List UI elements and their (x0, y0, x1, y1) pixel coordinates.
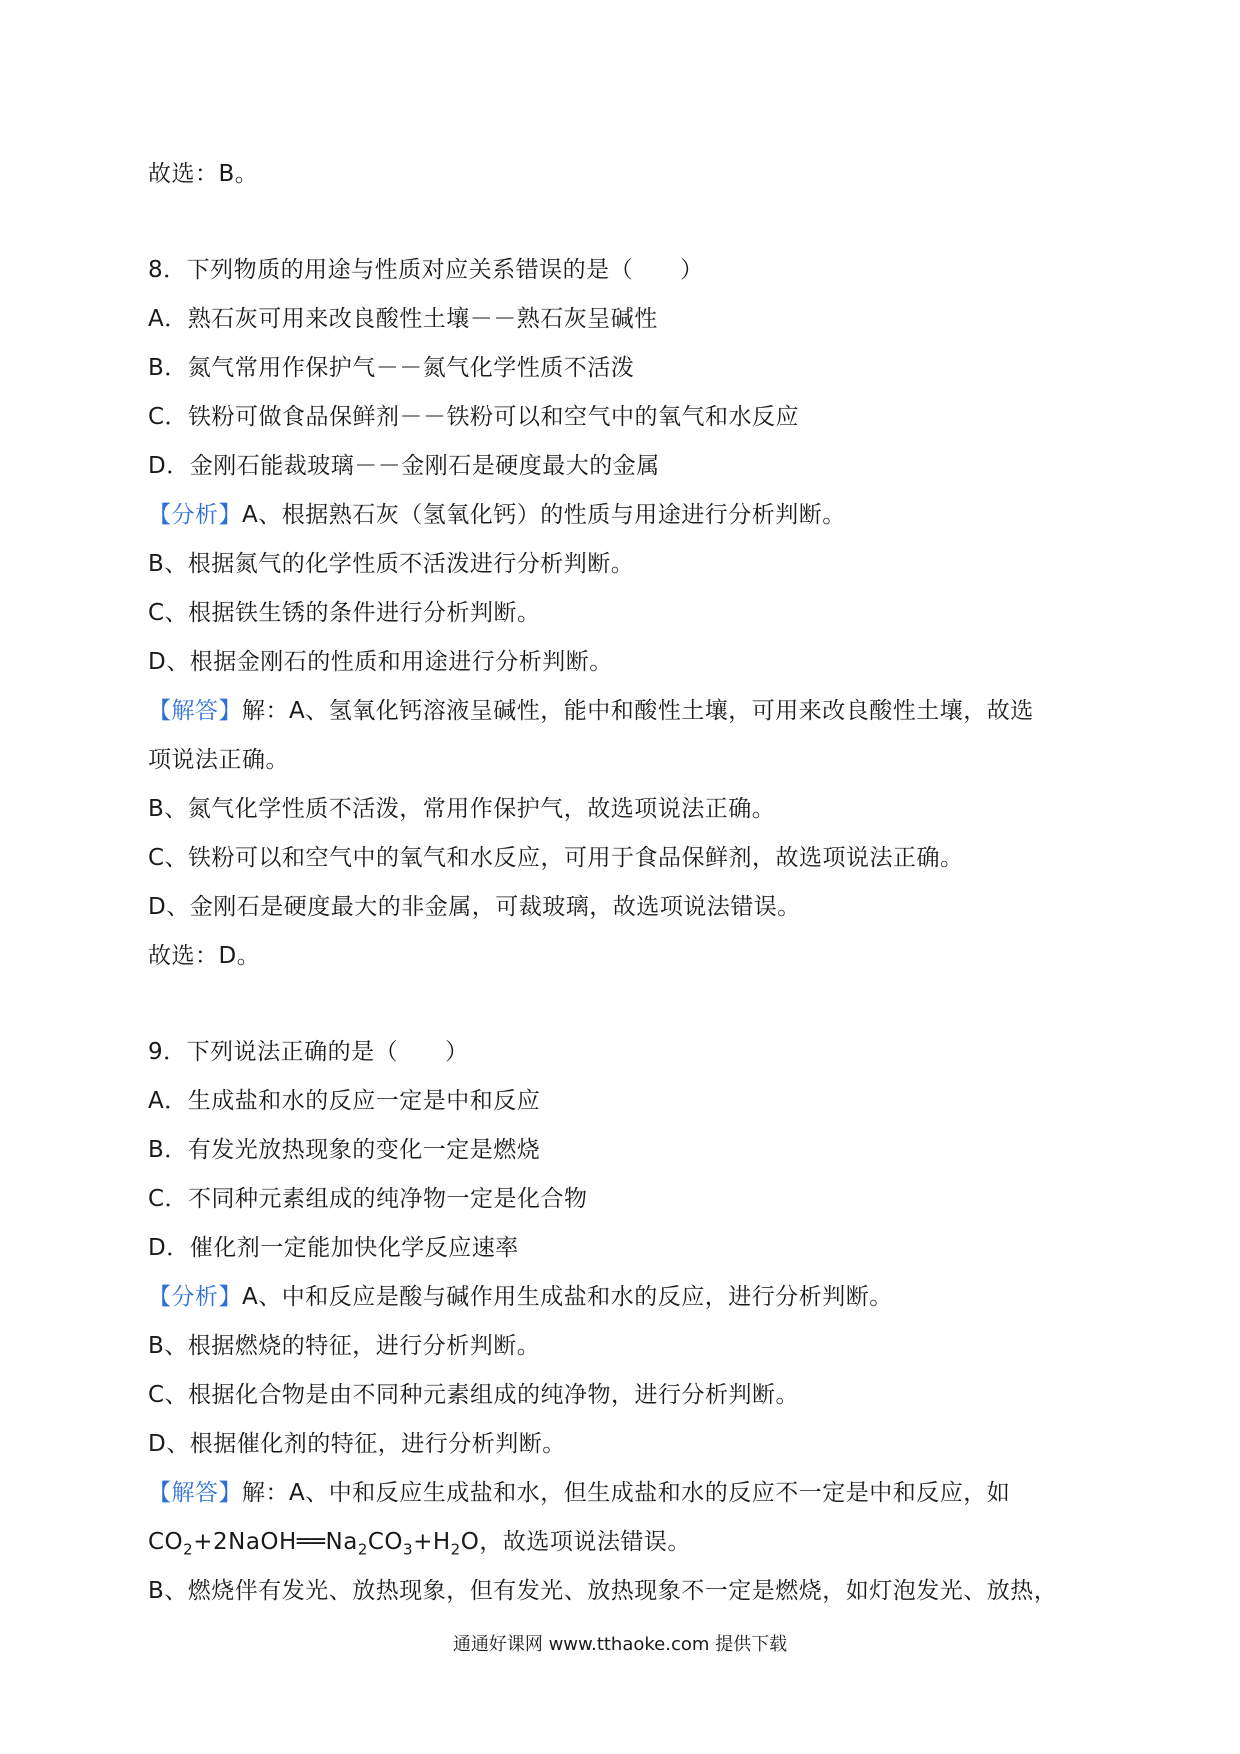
answer-text: 解：A、氢氧化钙溶液呈碱性，能中和酸性土壤，可用来改良酸性土壤，故选 (242, 698, 1034, 724)
q8-conclusion: 故选：D。 (148, 943, 261, 969)
q8-stem: 8．下列物质的用途与性质对应关系错误的是（ ） (148, 257, 704, 283)
q8-analysis-c: C、根据铁生锈的条件进行分析判断。 (148, 600, 541, 626)
q9-option-d: D．催化剂一定能加快化学反应速率 (148, 1235, 519, 1261)
q8-answer-d: D、金刚石是硬度最大的非金属，可裁玻璃，故选项说法错误。 (148, 894, 801, 920)
q9-analysis-d: D、根据催化剂的特征，进行分析判断。 (148, 1431, 566, 1457)
q8-answer-a-cont: 项说法正确。 (148, 747, 289, 773)
analysis-tag: 【分析】 (148, 1284, 242, 1310)
q8-option-c: C．铁粉可做食品保鲜剂－－铁粉可以和空气中的氧气和水反应 (148, 404, 800, 430)
page-footer: 通通好课网 www.tthaoke.com 提供下载 (452, 1634, 788, 1655)
q8-answer-c: C、铁粉可以和空气中的氧气和水反应，可用于食品保鲜剂，故选项说法正确。 (148, 845, 964, 871)
q8-answer-b: B、氮气化学性质不活泼，常用作保护气，故选项说法正确。 (148, 796, 776, 822)
q9-analysis-b: B、根据燃烧的特征，进行分析判断。 (148, 1333, 541, 1359)
analysis-text: A、中和反应是酸与碱作用生成盐和水的反应，进行分析判断。 (242, 1284, 893, 1310)
q9-stem: 9．下列说法正确的是（ ） (148, 1039, 469, 1065)
answer-tag: 【解答】 (148, 698, 242, 724)
analysis-tag: 【分析】 (148, 502, 242, 528)
q8-option-d: D．金刚石能裁玻璃－－金刚石是硬度最大的金属 (148, 453, 660, 479)
q9-option-a: A．生成盐和水的反应一定是中和反应 (148, 1088, 541, 1114)
q8-analysis-b: B、根据氮气的化学性质不活泼进行分析判断。 (148, 551, 635, 577)
q8-option-a: A．熟石灰可用来改良酸性土壤－－熟石灰呈碱性 (148, 306, 658, 332)
q9-analysis-a (148, 1281, 1108, 1313)
formula-co2: CO (148, 1529, 184, 1555)
q9-equation-line: $CO_2+2NaOH══Na_2CO_3+H_2O$，故选项说法错误。 (148, 1529, 691, 1559)
q8-option-b: B．氮气常用作保护气－－氮气化学性质不活泼 (148, 355, 635, 381)
q9-answer-a (148, 1477, 1108, 1509)
q9-option-c: C．不同种元素组成的纯净物一定是化合物 (148, 1186, 588, 1212)
q9-answer-b: B、燃烧伴有发光、放热现象，但有发光、放热现象不一定是燃烧，如灯泡发光、放热， (148, 1578, 1058, 1604)
answer-tag: 【解答】 (148, 1480, 242, 1506)
q8-analysis-a (148, 499, 1108, 531)
q9-option-b: B．有发光放热现象的变化一定是燃烧 (148, 1137, 541, 1163)
q8-analysis-d: D、根据金刚石的性质和用途进行分析判断。 (148, 649, 613, 675)
q7-conclusion: 故选：B。 (148, 161, 259, 187)
analysis-text: A、根据熟石灰（氢氧化钙）的性质与用途进行分析判断。 (242, 502, 846, 528)
q8-answer-a (148, 695, 1108, 727)
answer-text: 解：A、中和反应生成盐和水，但生成盐和水的反应不一定是中和反应，如 (242, 1480, 1011, 1506)
q9-analysis-c: C、根据化合物是由不同种元素组成的纯净物，进行分析判断。 (148, 1382, 800, 1408)
